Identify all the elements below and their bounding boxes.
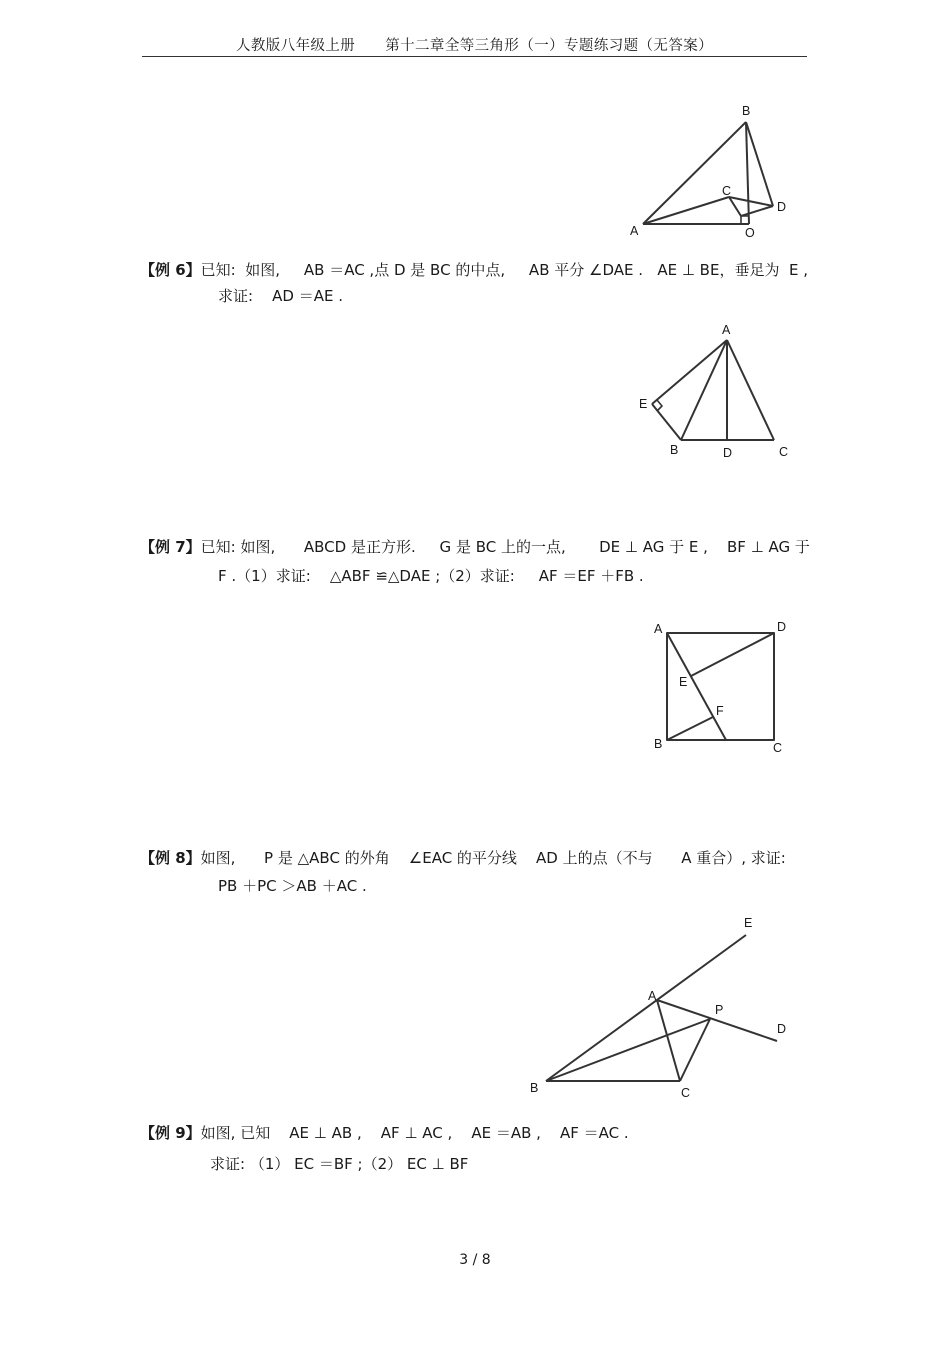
label-e: E (744, 916, 753, 930)
label-p: P (715, 1003, 724, 1017)
example8-tag: 【例 8】 (140, 849, 201, 867)
example7-tag: 【例 7】 (140, 538, 201, 556)
page-number: 3 / 8 (459, 1252, 491, 1268)
label-c: C (779, 445, 789, 459)
label-o: O (745, 226, 755, 240)
label-b: B (654, 737, 663, 751)
label-e: E (679, 675, 688, 689)
label-b: B (530, 1081, 539, 1095)
label-f: F (716, 704, 724, 718)
example7-line2: F .（1）求证: △ABF ≌△DAE ;（2）求证: AF ＝EF ＋FB . (218, 567, 644, 585)
example8-text1: 如图, P 是 △ABC 的外角 ∠EAC 的平分线 AD 上的点（不与 A 重合）, 求证: (200, 849, 786, 867)
example8-line2: PB ＋PC ＞AB ＋AC . (218, 877, 367, 895)
label-a: A (630, 224, 639, 238)
label-b: B (670, 443, 679, 457)
label-b: B (742, 104, 751, 118)
example9-line2: 求证: （1） EC ＝BF ;（2） EC ⊥ BF (210, 1155, 469, 1173)
example9-text1: 如图, 已知 AE ⊥ AB , AF ⊥ AC , AE ＝AB , AF ＝AC . (200, 1124, 629, 1142)
page-header: 人教版八年级上册 第十二章全等三角形（一）专题练习题（无答案） (235, 38, 714, 54)
label-a: A (648, 989, 657, 1003)
label-d: D (777, 200, 787, 214)
label-a: A (654, 622, 663, 636)
example9-line1 (140, 1123, 629, 1143)
label-e: E (639, 397, 648, 411)
example6-text1: 已知: 如图, AB ＝AC ,点 D 是 BC 的中点, AB 平分 ∠DAE . AE ⊥ BE，垂足为 E , (200, 261, 808, 279)
label-d: D (777, 1022, 787, 1036)
example9-tag: 【例 9】 (140, 1124, 201, 1142)
label-c: C (773, 741, 783, 755)
label-d: D (777, 620, 787, 634)
label-c: C (722, 184, 732, 198)
example6-tag: 【例 6】 (140, 261, 201, 279)
label-d: D (723, 446, 733, 460)
label-c: C (681, 1086, 691, 1100)
example7-text1: 已知: 如图, ABCD 是正方形. G 是 BC 上的一点, DE ⊥ AG 于 E , BF ⊥ AG 于 (200, 538, 810, 556)
example6-line2: 求证: AD ＝AE . (218, 287, 343, 305)
label-a: A (722, 323, 731, 337)
segment-ac (657, 1000, 680, 1081)
